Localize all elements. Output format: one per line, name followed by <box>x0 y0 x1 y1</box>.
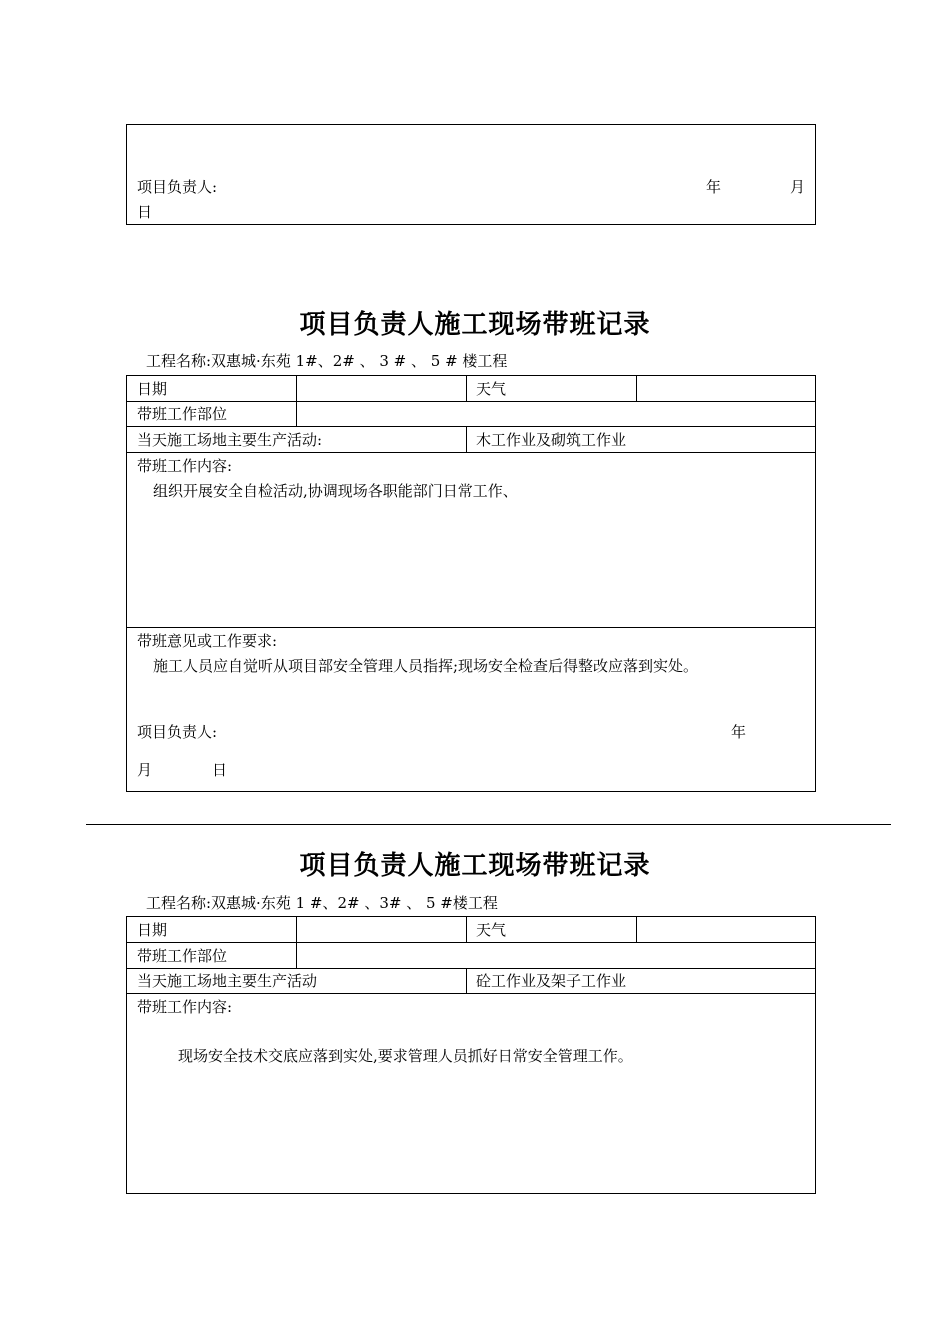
record1-opinion-label: 带班意见或工作要求: <box>137 632 278 650</box>
record2-activity-label: 当天施工场地主要生产活动 <box>137 972 318 990</box>
record1-activity-label: 当天施工场地主要生产活动: <box>137 431 323 449</box>
record2-activity-value: 砼工作业及架子工作业 <box>476 972 627 990</box>
record2-weather-value[interactable] <box>640 921 810 939</box>
top-year-label: 年 <box>706 178 722 196</box>
record1-title: 项目负责人施工现场带班记录 <box>299 310 651 340</box>
record1-content-text: 组织开展安全自检活动,协调现场各职能部门日常工作、 <box>153 482 518 500</box>
record1-col-divider <box>636 375 637 401</box>
record1-content-label: 带班工作内容: <box>137 457 233 475</box>
record1-activity-value: 木工作业及砌筑工作业 <box>476 431 627 449</box>
record1-position-value[interactable] <box>300 405 810 423</box>
record2-position-value[interactable] <box>300 947 810 965</box>
record2-row-divider <box>126 968 816 969</box>
record1-weather-label: 天气 <box>476 380 507 398</box>
record1-year-label: 年 <box>731 723 747 741</box>
record1-month-label: 月 <box>137 761 153 779</box>
record2-col-divider <box>296 916 297 968</box>
record1-person-label: 项目负责人: <box>137 723 218 741</box>
top-fragment-box <box>126 124 816 225</box>
record2-content-text: 现场安全技术交底应落到实处,要求管理人员抓好日常安全管理工作。 <box>178 1047 633 1065</box>
record2-date-label: 日期 <box>137 921 168 939</box>
record1-weather-value[interactable] <box>640 380 810 398</box>
record1-day-label: 日 <box>212 761 228 779</box>
record2-col-divider <box>636 916 637 942</box>
record1-project-name: 工程名称:双惠城·东苑 1#、2# 、 3 # 、 5 # 楼工程 <box>146 352 508 370</box>
page-divider <box>86 824 891 825</box>
record1-position-label: 带班工作部位 <box>137 405 228 423</box>
record1-date-label: 日期 <box>137 380 168 398</box>
top-month-label: 月 <box>790 178 806 196</box>
record2-project-name: 工程名称:双惠城·东苑 1 #、2# 、3# 、 5 #楼工程 <box>146 894 498 912</box>
record2-row-divider <box>126 993 816 994</box>
record2-position-label: 带班工作部位 <box>137 947 228 965</box>
record2-title: 项目负责人施工现场带班记录 <box>299 851 651 881</box>
record1-opinion-text: 施工人员应自觉听从项目部安全管理人员指挥;现场安全检查后得整改应落到实处。 <box>153 657 699 675</box>
record2-weather-label: 天气 <box>476 921 507 939</box>
record1-date-value[interactable] <box>300 380 460 398</box>
top-day-label: 日 <box>137 203 153 221</box>
record1-row-divider <box>126 401 816 402</box>
record2-date-value[interactable] <box>300 921 460 939</box>
record1-row-divider <box>126 426 816 427</box>
record1-col-divider <box>466 426 467 452</box>
record2-content-label: 带班工作内容: <box>137 998 233 1016</box>
record1-col-divider <box>296 375 297 427</box>
record2-col-divider <box>466 916 467 942</box>
record2-col-divider <box>466 968 467 993</box>
record2-row-divider <box>126 942 816 943</box>
top-person-label: 项目负责人: <box>137 178 218 196</box>
record1-row-divider <box>126 627 816 628</box>
record1-row-divider <box>126 452 816 453</box>
record1-col-divider <box>466 375 467 401</box>
